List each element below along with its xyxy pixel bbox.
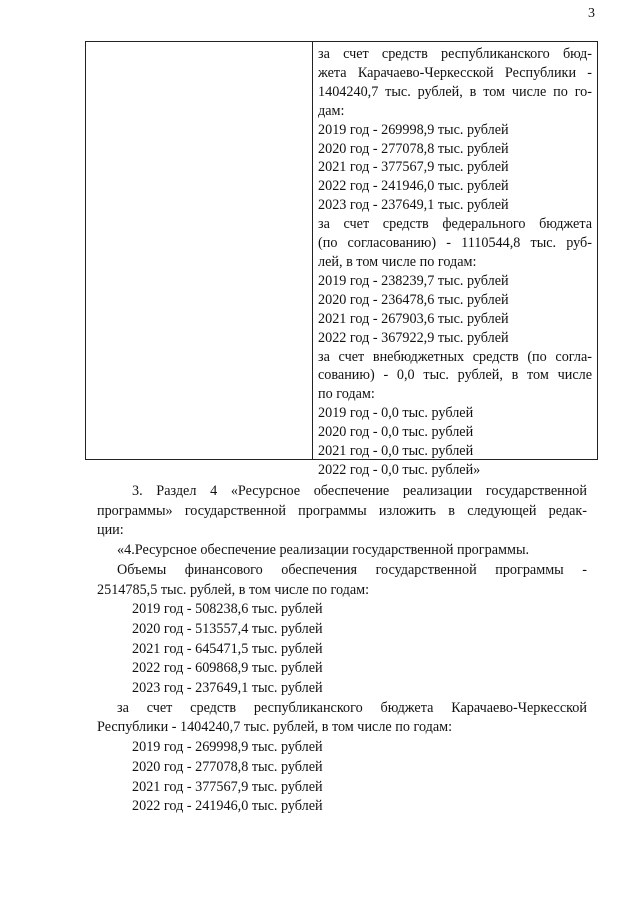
cell-line: лей, в том числе по годам: (318, 253, 477, 270)
republic-year-line: 2021 год - 377567,9 тыс. рублей (132, 778, 323, 795)
cell-line: 2023 год - 237649,1 тыс. рублей (318, 197, 509, 214)
republic-year-line: 2022 год - 241946,0 тыс. рублей (132, 798, 323, 815)
cell-line: (по согласованию) - 1110544,8 тыс. руб- (318, 235, 592, 252)
cell-line: по годам: (318, 386, 375, 403)
cell-line: 2022 год - 367922,9 тыс. рублей (318, 329, 509, 346)
cell-line: 2021 год - 267903,6 тыс. рублей (318, 310, 509, 327)
cell-line: 2021 год - 0,0 тыс. рублей (318, 443, 474, 460)
cell-line: 2021 год - 377567,9 тыс. рублей (318, 159, 509, 176)
republic-year-line: 2019 год - 269998,9 тыс. рублей (132, 739, 323, 756)
table-cell-funding (318, 45, 592, 480)
volume-line: 2514785,5 тыс. рублей, в том числе по годам: (97, 581, 370, 598)
total-year-line: 2022 год - 609868,9 тыс. рублей (132, 660, 323, 677)
cell-line: дам: (318, 102, 345, 119)
volume-line: Объемы финансового обеспечения государственной программы - (117, 561, 587, 578)
intro-line: программы» государственной программы изложить в следующей редак- (97, 502, 587, 519)
cell-line: 2019 год - 238239,7 тыс. рублей (318, 272, 509, 289)
cell-line: 2019 год - 0,0 тыс. рублей (318, 405, 474, 422)
total-year-line: 2019 год - 508238,6 тыс. рублей (132, 601, 323, 618)
total-year-line: 2021 год - 645471,5 тыс. рублей (132, 640, 323, 657)
budget-table (85, 41, 598, 478)
cell-line: сованию) - 0,0 тыс. рублей, в том числе (318, 367, 592, 384)
republic-line: Республики - 1404240,7 тыс. рублей, в том числе по годам: (97, 719, 453, 736)
page-number: 3 (588, 6, 595, 21)
cell-line: 2022 год - 241946,0 тыс. рублей (318, 178, 509, 195)
table-column-divider (312, 42, 313, 459)
cell-line: 2022 год - 0,0 тыс. рублей» (318, 461, 481, 478)
intro-line: 3. Раздел 4 «Ресурсное обеспечение реализации государственной (132, 483, 587, 499)
cell-line: за счет средств федерального бюджета (318, 216, 592, 233)
republic-line: за счет средств республиканского бюджета Карачаево-Черкесской (117, 699, 587, 716)
cell-line: 2020 год - 277078,8 тыс. рублей (318, 140, 509, 157)
total-year-line: 2023 год - 237649,1 тыс. рублей (132, 680, 323, 697)
cell-line: за счет внебюджетных средств (по согла- (318, 348, 592, 365)
cell-line: жета Карачаево-Черкесской Республики - (318, 64, 592, 81)
section-body (97, 482, 587, 817)
total-year-line: 2020 год - 513557,4 тыс. рублей (132, 620, 323, 637)
cell-line: 2019 год - 269998,9 тыс. рублей (318, 121, 509, 138)
intro-line: ции: (97, 522, 124, 539)
cell-line: 2020 год - 236478,6 тыс. рублей (318, 291, 509, 308)
cell-line: за счет средств республиканского бюд- (318, 46, 592, 62)
cell-line: 2020 год - 0,0 тыс. рублей (318, 424, 474, 441)
republic-year-line: 2020 год - 277078,8 тыс. рублей (132, 758, 323, 775)
section-heading: «4.Ресурсное обеспечение реализации государственной программы. (117, 542, 530, 559)
cell-line: 1404240,7 тыс. рублей, в том числе по го- (318, 83, 592, 100)
